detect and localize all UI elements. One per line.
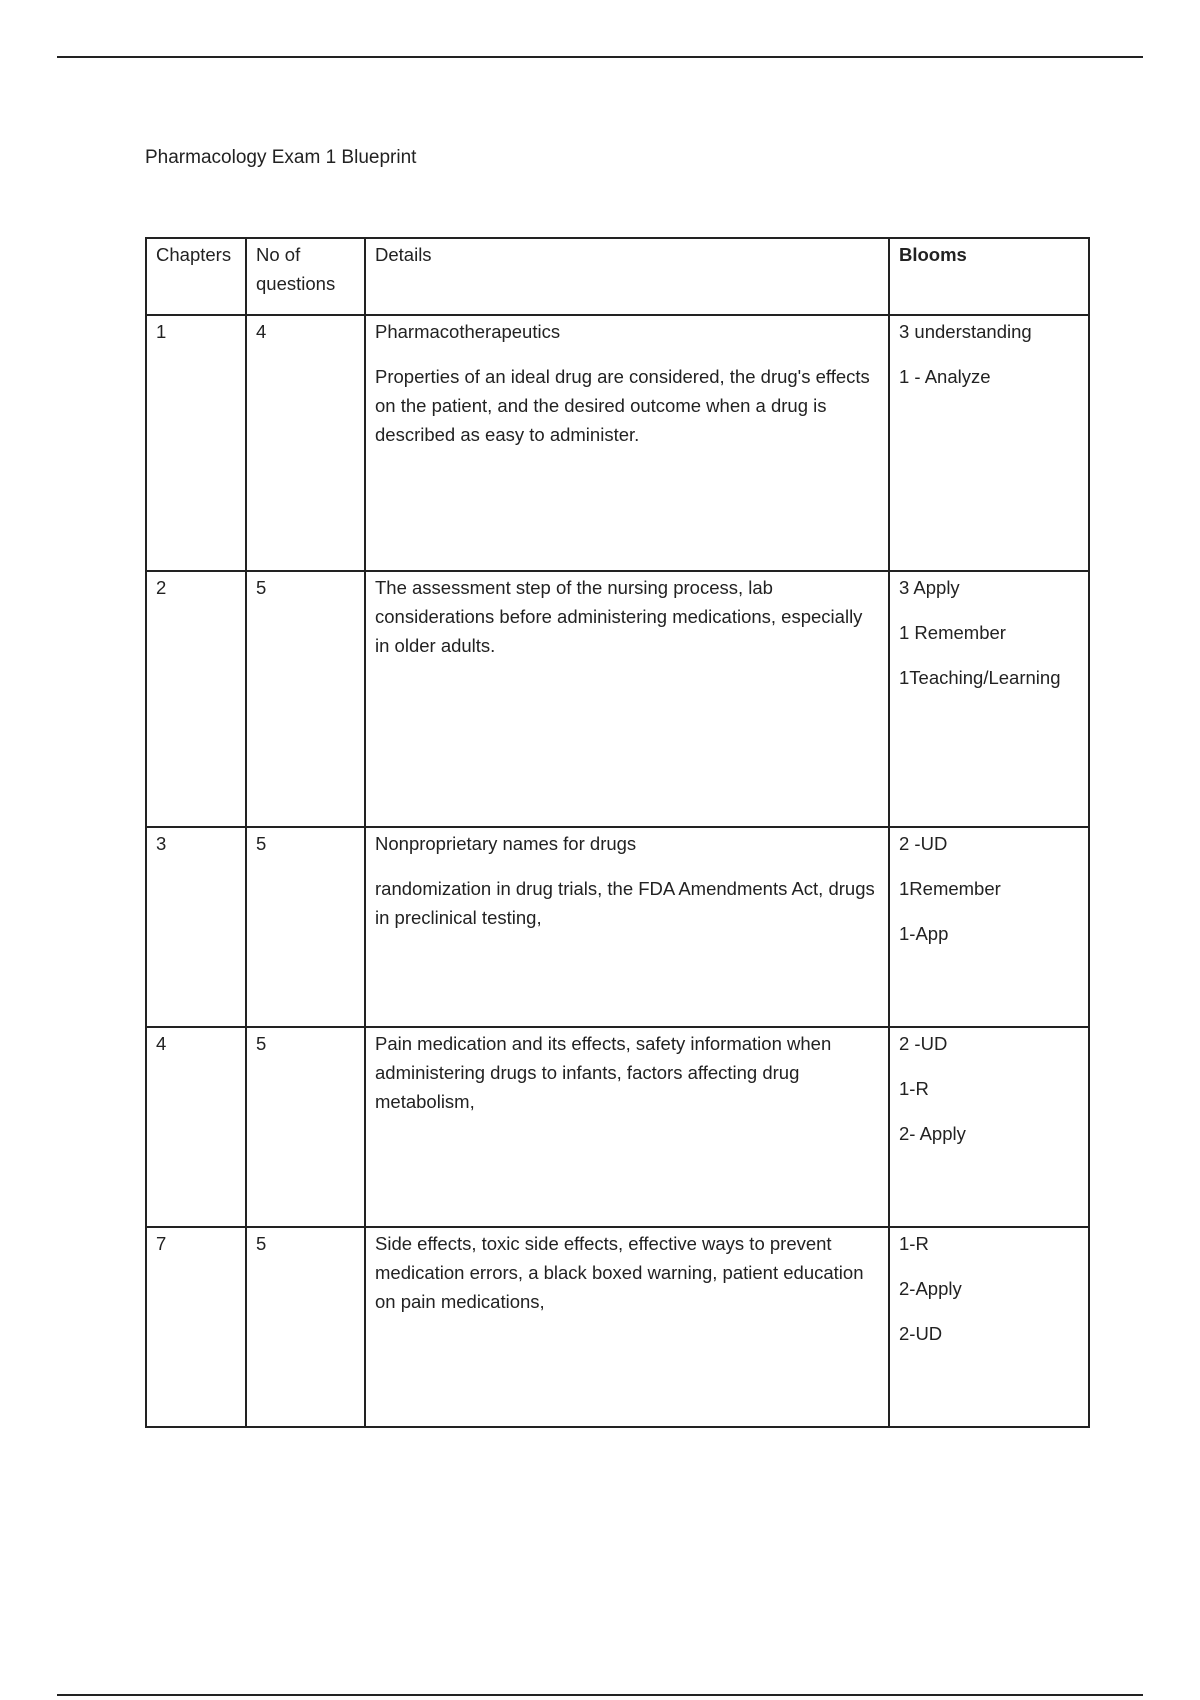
chapter-cell: 3 [146,827,246,1027]
header-chapters: Chapters [146,238,246,315]
details-cell [365,827,889,1027]
details-text: Side effects, toxic side effects, effective ways to prevent medication errors, a black boxed warning, patient education on pain medications, [375,1233,864,1312]
top-rule [57,56,1143,58]
blooms-entry: 3 understanding [899,321,1032,342]
blooms-cell [889,1227,1089,1427]
chapter-cell: 1 [146,315,246,571]
table-row [146,1027,1089,1227]
blooms-entry: 2 -UD [899,1033,948,1054]
details-text: Pharmacotherapeutics [375,321,561,342]
table-row [146,571,1089,827]
details-text: Properties of an ideal drug are considered, the drug's effects on the patient, and the desired outcome when a drug is described as easy to administer. [375,366,870,445]
blooms-entry: 1-App [899,923,949,944]
blooms-entry: 1 Remember [899,622,1006,643]
blooms-entry: 1-R [899,1078,929,1099]
details-cell [365,571,889,827]
questions-cell: 5 [246,571,365,827]
blooms-entry: 2-Apply [899,1278,962,1299]
table-row [146,315,1089,571]
details-text: Nonproprietary names for drugs [375,833,637,854]
details-text: randomization in drug trials, the FDA Amendments Act, drugs in preclinical testing, [375,878,875,928]
details-text: The assessment step of the nursing process, lab considerations before administering medications, especially in older adults. [375,577,863,656]
questions-cell: 5 [246,1027,365,1227]
blooms-entry: 1Remember [899,878,1001,899]
blooms-cell [889,571,1089,827]
header-num-questions: No of questions [246,238,365,315]
details-cell [365,1227,889,1427]
details-cell [365,1027,889,1227]
blooms-entry: 1Teaching/Learning [899,667,1061,688]
blooms-cell [889,827,1089,1027]
blooms-entry: 3 Apply [899,577,960,598]
details-cell [365,315,889,571]
bottom-rule [57,1694,1143,1696]
chapter-cell: 4 [146,1027,246,1227]
blueprint-table [145,237,1090,1428]
blooms-entry: 2- Apply [899,1123,966,1144]
blooms-entry: 2 -UD [899,833,948,854]
header-blooms: Blooms [889,238,1089,315]
table-header-row [146,238,1089,315]
chapter-cell: 2 [146,571,246,827]
questions-cell: 4 [246,315,365,571]
blooms-entry: 1 - Analyze [899,366,991,387]
header-details: Details [365,238,889,315]
chapter-cell: 7 [146,1227,246,1427]
blooms-entry: 2-UD [899,1323,943,1344]
questions-cell: 5 [246,827,365,1027]
table-row [146,1227,1089,1427]
blooms-cell [889,315,1089,571]
blooms-entry: 1-R [899,1233,929,1254]
details-text: Pain medication and its effects, safety information when administering drugs to infants, factors affecting drug metabolism, [375,1033,832,1112]
blooms-cell [889,1027,1089,1227]
document-title: Pharmacology Exam 1 Blueprint [145,147,417,168]
questions-cell: 5 [246,1227,365,1427]
table-row [146,827,1089,1027]
